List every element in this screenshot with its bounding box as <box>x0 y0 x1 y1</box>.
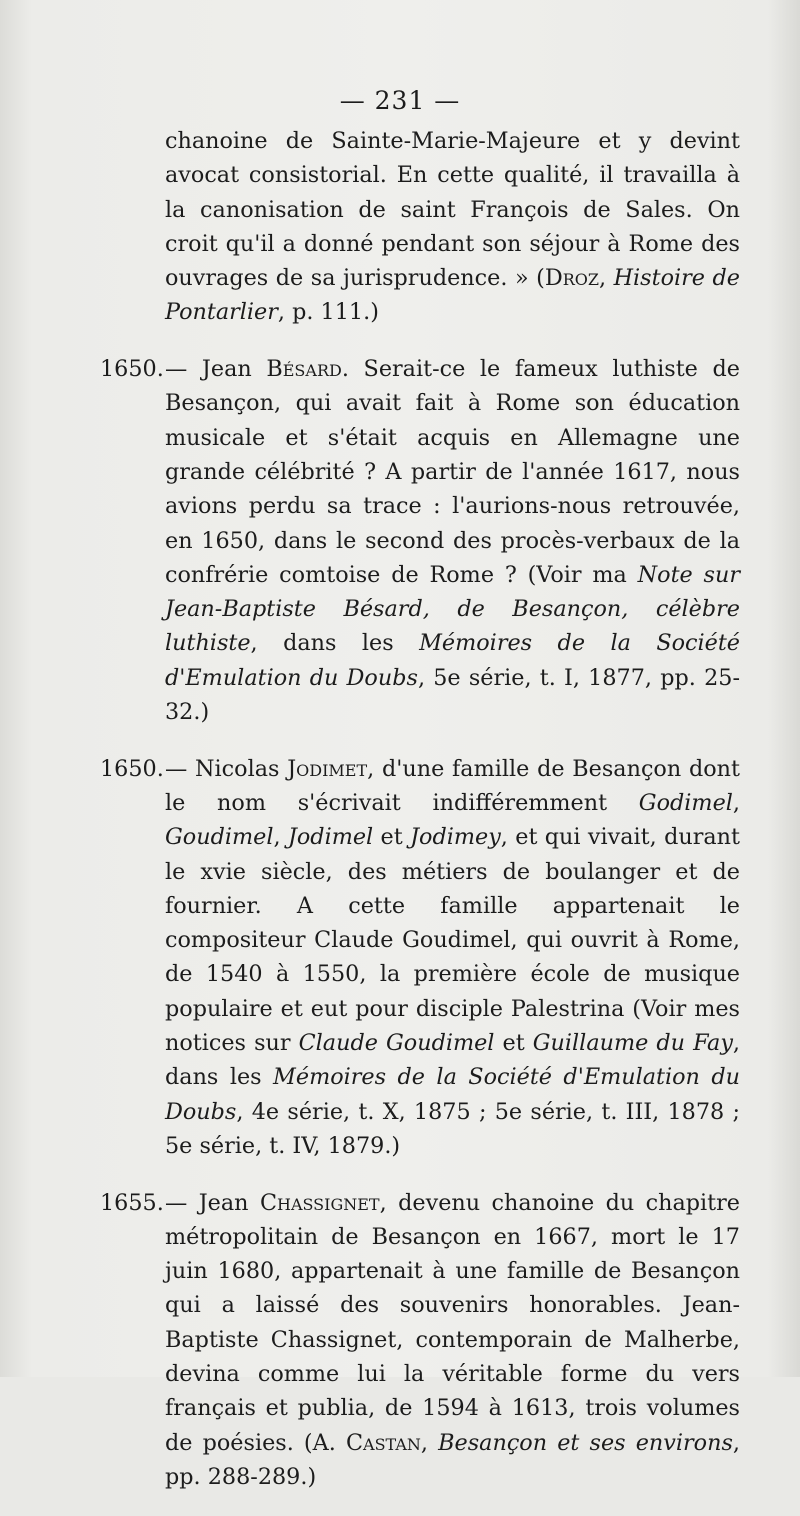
text-run: chanoine de Sainte-Marie-Majeure et y devint avocat consistorial. En cette qualité, il travailla à la canonisation de saint François de Sales. On croit qu'il a donné pendant son séjour à Rome des ouvrages de sa jurisprudence. » ( <box>165 128 740 292</box>
italic-title: Guillaume du Fay <box>532 1030 733 1057</box>
text-run: , dans les <box>250 630 420 657</box>
text-run: , p. 111.) <box>277 299 379 326</box>
text-run: — Nicolas <box>165 755 288 782</box>
text-run: , d'une famille de Besançon dont le nom s'écrivait indifféremment <box>165 755 740 816</box>
italic-title: Claude Goudimel <box>298 1030 495 1057</box>
text-run: et <box>373 824 411 851</box>
text-body <box>100 124 740 1516</box>
entry-1655-chassignet <box>100 1186 740 1495</box>
text-run: — Jean <box>165 356 267 383</box>
entry-1650-jodimet <box>100 752 740 1164</box>
italic-title: Note sur Jean-Baptiste Bésard, de Besançon, célèbre luthiste <box>165 561 741 657</box>
entry-year: 1650. <box>100 356 164 383</box>
text-run: — Jean <box>165 1189 260 1216</box>
author-name: Castan <box>345 1429 421 1456</box>
text-run: . Serait-ce le fameux luthiste de Besançon, qui avait fait à Rome son éducation musicale et s'était acquis en Allemagne une grande célébrité ? A partir de l'année 1617, nous avions perdu sa trace : l'aurions-nous retrouvée, en 1650, dans le second des procès-verbaux de la confrérie comtoise de Rome ? (Voir ma <box>165 356 740 588</box>
text-run: , 5e série, t. I, 1877, pp. 25-32.) <box>165 664 740 726</box>
person-name: Jodimet <box>287 755 368 782</box>
person-name: Bésard <box>266 356 342 383</box>
continuation-paragraph <box>100 124 740 330</box>
italic-title: Besançon et ses environs <box>438 1429 733 1456</box>
person-name: Chassignet <box>259 1189 380 1216</box>
text-run: , pp. 288-289.) <box>165 1429 740 1490</box>
entry-1650-besard <box>100 352 740 729</box>
text-run: , devenu chanoine du chapitre métropolitain de Besançon en 1667, mort le 17 juin 1680, appartenait à une famille de Besançon qui a laissé des souvenirs honorables. Jean-Baptiste Chassignet, contemporain de Malherbe, devina comme lui la véritable forme du vers français et publia, de 1594 à 1613, trois volumes de poésies. (A. <box>165 1189 740 1456</box>
italic-name: Godimel <box>638 789 733 816</box>
text-run: , 4e série, t. X, 1875 ; 5e série, t. III, 1878 ; 5e série, t. IV, 1879.) <box>165 1098 740 1159</box>
text-run: , <box>732 789 740 816</box>
text-run: , dans les <box>165 1030 741 1091</box>
italic-name: Jodimel <box>287 824 374 851</box>
text-run: et <box>494 1030 533 1057</box>
text-run: , <box>598 265 614 292</box>
page-number: — 231 — <box>339 86 461 115</box>
text-run: , et qui vivait, durant le xvie siècle, des métiers de boulanger et de fournier. A cette famille appartenait le compositeur Claude Goudimel, qui ouvrit à Rome, de 1540 à 1550, la première école de musique populaire et eut pour disciple Palestrina (Voir mes notices sur <box>165 824 740 1057</box>
italic-name: Goudimel <box>165 824 274 851</box>
book-title: Histoire de Pontarlier <box>165 265 740 326</box>
italic-title: Mémoires de la Société d'Emulation du Doubs <box>165 630 740 691</box>
text-run: , <box>420 1429 439 1456</box>
author-name: Droz <box>544 265 599 292</box>
italic-name: Jodimey <box>410 824 501 851</box>
text-run: , <box>273 824 288 851</box>
entry-year: 1650. <box>100 755 164 782</box>
italic-title: Mémoires de la Société d'Emulation du Doubs <box>165 1064 740 1125</box>
entry-year: 1655. <box>100 1189 164 1216</box>
